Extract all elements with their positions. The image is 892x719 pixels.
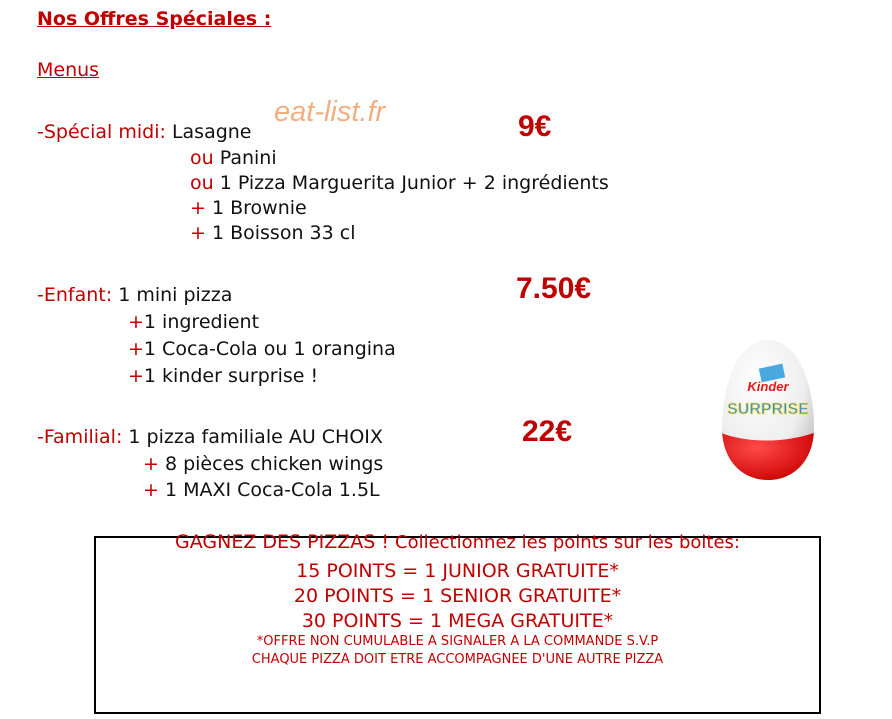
- loyalty-box: [94, 531, 821, 714]
- loyalty-rule: 20 POINTS = 1 SENIOR GRATUITE*: [293, 585, 622, 607]
- offer-midi-line: [190, 147, 277, 169]
- offer-enfant-text: 1 Coca-Cola ou 1 orangina: [143, 338, 396, 360]
- offer-familial-line: [143, 479, 380, 501]
- offer-enfant-text: 1 ingredient: [143, 311, 260, 333]
- offer-midi-text: 1 Boisson 33 cl: [211, 222, 356, 244]
- offer-midi-prefix: ou: [190, 147, 214, 169]
- offer-familial-line: [143, 453, 383, 475]
- offer-midi-main: Lasagne: [171, 121, 252, 143]
- loyalty-headline: [96, 531, 819, 553]
- offer-familial-text: 1 MAXI Coca-Cola 1.5L: [164, 479, 380, 501]
- offer-enfant-title: [37, 284, 232, 306]
- loyalty-headline-main: GAGNEZ DES PIZZAS !: [175, 531, 389, 553]
- offer-enfant-line: [128, 311, 259, 333]
- offer-enfant-line: [128, 338, 396, 360]
- loyalty-headline-rest: Collectionnez les points sur les boites:: [395, 532, 740, 553]
- offer-enfant-prefix: +: [128, 338, 144, 360]
- offer-midi-prefix: ou: [190, 172, 214, 194]
- kinder-brand-label: Kinder: [747, 379, 789, 394]
- offer-midi-text: 1 Brownie: [211, 197, 307, 219]
- offer-familial-prefix: +: [143, 453, 159, 475]
- loyalty-note: CHAQUE PIZZA DOIT ETRE ACCOMPAGNEE D'UNE AUTRE PIZZA: [251, 652, 664, 667]
- offer-familial-price: 22€: [522, 415, 573, 448]
- offer-midi-prefix: +: [190, 222, 206, 244]
- loyalty-note: *OFFRE NON CUMULABLE A SIGNALER A LA COMMANDE S.V.P: [256, 634, 659, 649]
- offer-enfant-prefix: +: [128, 311, 144, 333]
- loyalty-rule: 15 POINTS = 1 JUNIOR GRATUITE*: [296, 560, 619, 582]
- offer-midi-label: -Spécial midi:: [37, 121, 166, 143]
- offer-enfant-price: 7.50€: [516, 272, 592, 305]
- loyalty-rule: 30 POINTS = 1 MEGA GRATUITE*: [301, 610, 614, 632]
- page-title: Nos Offres Spéciales :: [37, 8, 272, 30]
- offer-midi-line: [190, 172, 609, 194]
- kinder-surprise-label: SURPRISE: [727, 401, 809, 418]
- offer-familial-title: [37, 426, 383, 448]
- offer-midi-prefix: +: [190, 197, 206, 219]
- offer-enfant-text: 1 kinder surprise !: [143, 365, 319, 387]
- watermark: eat-list.fr: [274, 96, 386, 128]
- offer-familial-label: -Familial:: [37, 426, 123, 448]
- offer-midi-text: Panini: [219, 147, 277, 169]
- section-heading-menus: Menus: [37, 59, 100, 81]
- offer-enfant-label: -Enfant:: [37, 284, 113, 306]
- offer-enfant-main: 1 mini pizza: [118, 284, 233, 306]
- offer-midi-line: [190, 222, 355, 244]
- kinder-egg-image: [720, 338, 816, 487]
- kinder-egg-icon: [720, 338, 816, 483]
- offer-familial-prefix: +: [143, 479, 159, 501]
- offer-familial-text: 8 pièces chicken wings: [164, 453, 384, 475]
- offer-midi-price: 9€: [518, 110, 552, 143]
- offer-familial-main: 1 pizza familiale AU CHOIX: [128, 426, 383, 448]
- offer-midi-title: [37, 121, 252, 143]
- offer-enfant-prefix: +: [128, 365, 144, 387]
- offer-midi-text: 1 Pizza Marguerita Junior + 2 ingrédients: [219, 172, 609, 194]
- offer-enfant-line: [128, 365, 318, 387]
- offer-midi-line: [190, 197, 307, 219]
